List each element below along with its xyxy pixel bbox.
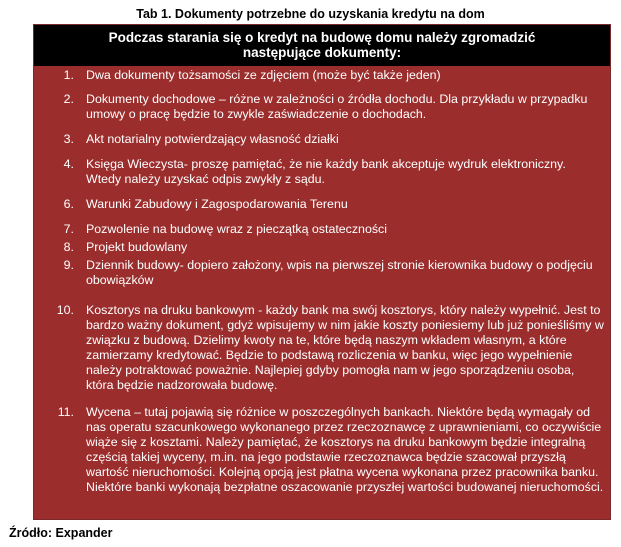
list-item xyxy=(34,197,604,212)
item-text: Projekt budowlany xyxy=(86,240,188,254)
list-item xyxy=(34,222,604,237)
item-number: 1. xyxy=(63,68,74,82)
item-text: Dokumenty dochodowe – różne w zależności o źródła dochodu. Dla przykładu w przypadku umowy o pracę będzie to zwykle zaświadczenie o dochodach. xyxy=(86,92,588,121)
list-item xyxy=(34,240,604,255)
list-item xyxy=(34,157,604,187)
item-number: 6. xyxy=(63,197,74,211)
item-text: Pozwolenie na budowę wraz z pieczątką ostateczności xyxy=(86,222,387,236)
documents-table xyxy=(33,24,611,520)
list-item xyxy=(34,132,604,147)
item-number: 3. xyxy=(63,132,74,146)
item-text: Dziennik budowy- dopiero założony, wpis na pierwszej stronie kierownika budowy o podjęciu obowiązków xyxy=(86,258,593,287)
item-text: Kosztorys na druku bankowym - każdy bank ma swój kosztorys, który należy wypełnić. Jest to bardzo ważny dokument, gdyż wpisujemy w nim jakie koszty poniesiemy lub już ponieśliśmy w związku z budową. Dzielimy kwoty na te, które będą naszym wkładem własnym, a które zamierzamy kredytować. Będzie to podstawą rozliczenia w banku, więc jego wypełnienie należy potraktować poważnie. Najlepiej gdyby pomogła nam w jego sporządzeniu osoba, która będzie nadzorowała budowę. xyxy=(86,303,604,392)
list-item xyxy=(34,258,604,288)
item-number: 11. xyxy=(57,405,74,419)
table-caption: Tab 1. Dokumenty potrzebne do uzyskania kredytu na dom xyxy=(136,7,485,21)
item-number: 4. xyxy=(63,157,74,171)
list-item xyxy=(34,405,604,495)
source-note: Źródło: Expander xyxy=(9,526,113,540)
list-item xyxy=(34,303,604,393)
item-text: Akt notarialny potwierdzający własność działki xyxy=(86,132,339,146)
list-item xyxy=(34,92,604,122)
item-number: 9. xyxy=(63,258,74,272)
table-body xyxy=(34,66,610,519)
item-text: Księga Wieczysta- proszę pamiętać, że nie każdy bank akceptuje wydruk elektroniczny. Wtedy należy uzyskać odpis zwykły z sądu. xyxy=(86,157,566,186)
table-header: Podczas starania się o kredyt na budowę domu należy zgromadzić następujące dokumenty: xyxy=(34,25,610,66)
item-number: 10. xyxy=(56,303,74,317)
list-item xyxy=(34,68,604,83)
item-number: 2. xyxy=(63,92,74,106)
item-text: Warunki Zabudowy i Zagospodarowania Terenu xyxy=(86,197,348,211)
item-number: 8. xyxy=(63,240,74,254)
item-text: Dwa dokumenty tożsamości ze zdjęciem (może być także jeden) xyxy=(86,68,441,82)
item-text: Wycena – tutaj pojawią się różnice w poszczególnych bankach. Niektóre będą wymagały od nas operatu szacunkowego wykonanego przez rzeczoznawcę z uprawnieniami, co oczywiście wiąże się z kosztami. Należy pamiętać, że kosztorys na druku bankowym będzie integralną częścią takiej wyceny, m.in. na jego podstawie rzeczoznawca będzie szacował przyszłą wartość nieruchomości. Kolejną opcją jest płatna wycena wykonana przez pracownika banku. Niektóre banki wykonają bezpłatne oszacowanie przyszłej wartości budowanej nieruchomości. xyxy=(86,405,604,494)
item-number: 7. xyxy=(63,222,74,236)
